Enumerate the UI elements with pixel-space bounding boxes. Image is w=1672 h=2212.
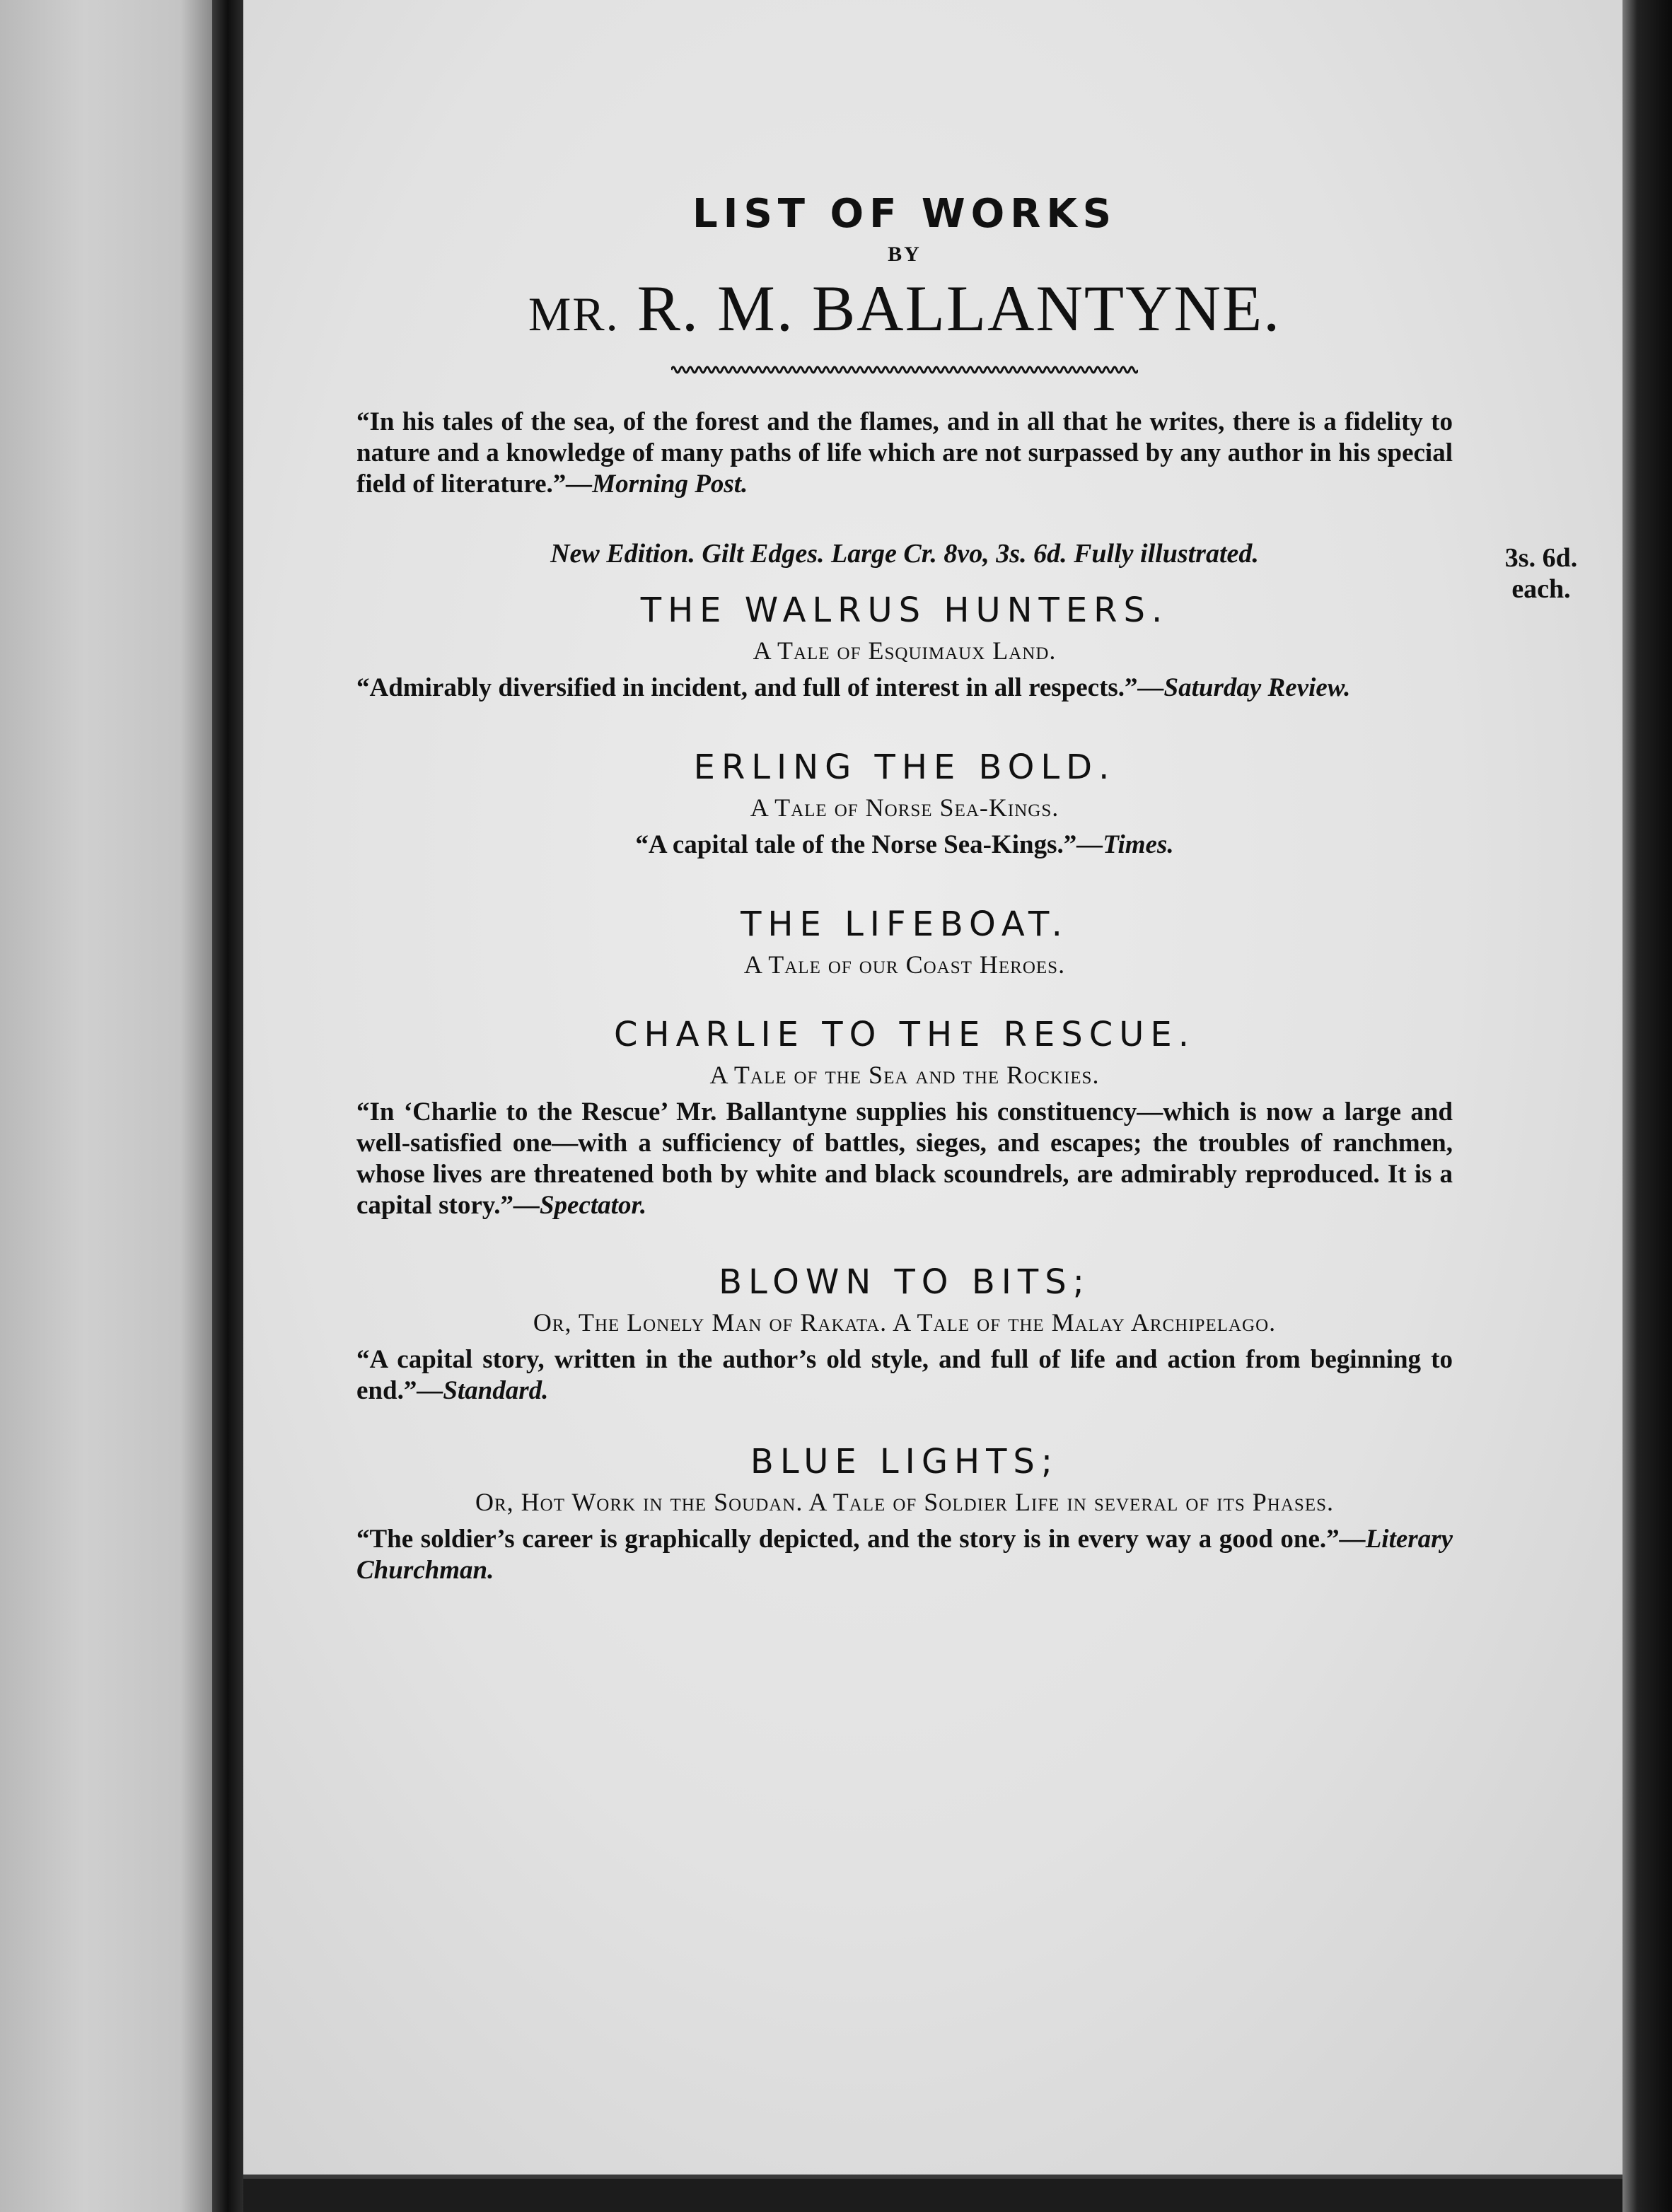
edition-row <box>356 538 1578 604</box>
author-full-name: R. M. BALLANTYNE. <box>637 272 1282 344</box>
book-title: BLUE LIGHTS; <box>750 1442 1059 1482</box>
book-subtitle: A Tale of the Sea and the Rockies. <box>709 1061 1100 1089</box>
review-source: —Literary Churchman. <box>356 1525 1453 1585</box>
book-review <box>356 1524 1453 1586</box>
book-entry <box>356 904 1453 979</box>
book-review <box>356 830 1453 861</box>
intro-quote-text: “In his tales of the sea, of the forest and the flames, and in all that he writes, there is a fidelity to nature and a knowledge of many paths of life which are not surpassed by any author in his special field of literature.” <box>356 407 1453 499</box>
page-header <box>356 191 1453 378</box>
book-title: CHARLIE TO THE RESCUE. <box>613 1015 1196 1054</box>
review-source: —Spectator. <box>513 1191 647 1220</box>
price-amount: 3s. 6d. <box>1504 543 1578 573</box>
book-entry <box>356 747 1453 861</box>
book-review <box>356 673 1453 704</box>
wavy-divider <box>671 361 1138 378</box>
review-text: “The soldier’s career is graphically depicted, and the story is in every way a good one.” <box>356 1525 1340 1554</box>
page-edge <box>1622 0 1672 2212</box>
book-entry <box>356 1015 1453 1221</box>
author-prefix: MR. <box>528 287 620 341</box>
book-subtitle: A Tale of Norse Sea-Kings. <box>750 793 1059 822</box>
list-heading: LIST OF WORKS <box>692 191 1117 237</box>
book-subtitle: A Tale of Esquimaux Land. <box>753 636 1057 665</box>
book-gutter <box>212 0 243 2212</box>
review-text: “A capital story, written in the author’s old style, and full of life and action from beginning to end.” <box>356 1345 1453 1405</box>
by-line: BY <box>888 243 922 266</box>
intro-quote-source: —Morning Post. <box>566 470 748 499</box>
book-title: THE WALRUS HUNTERS. <box>640 590 1169 630</box>
book-subtitle: A Tale of our Coast Heroes. <box>743 950 1066 979</box>
book-review <box>356 1097 1453 1221</box>
page-content <box>356 191 1578 1586</box>
price-note <box>1492 542 1591 605</box>
facing-page <box>0 0 212 2212</box>
book-page <box>243 0 1622 2179</box>
book-title: THE LIFEBOAT. <box>741 904 1069 944</box>
edition-line: New Edition. Gilt Edges. Large Cr. 8vo, 3s. 6d. Fully illustrated. <box>550 539 1259 569</box>
book-subtitle: Or, Hot Work in the Soudan. A Tale of Soldier Life in several of its Phases. <box>475 1488 1334 1516</box>
book-title: BLOWN TO BITS; <box>719 1262 1091 1302</box>
author-name <box>356 271 1453 346</box>
book-subtitle: Or, The Lonely Man of Rakata. A Tale of the Malay Archipelago. <box>533 1308 1277 1337</box>
review-text: “In ‘Charlie to the Rescue’ Mr. Ballantyne supplies his constituency—which is now a large and well-satisfied one—with a sufficiency of battles, sieges, and escapes; the troubles of ranchmen, whose lives are threatened both by white and black scoundrels, are admirably reproduced. It is a capital story.” <box>356 1098 1453 1220</box>
book-title: ERLING THE BOLD. <box>693 747 1116 787</box>
review-text: “A capital tale of the Norse Sea-Kings.” <box>635 830 1077 859</box>
review-source: —Standard. <box>417 1376 549 1405</box>
price-each: each. <box>1511 574 1571 604</box>
book-entry <box>356 1442 1453 1586</box>
book-entry <box>356 590 1453 704</box>
book-review <box>356 1344 1453 1407</box>
book-entry <box>356 1262 1453 1407</box>
review-text: “Admirably diversified in incident, and full of interest in all respects.” <box>356 673 1138 702</box>
book-list <box>356 590 1453 1586</box>
review-source: —Times. <box>1076 830 1174 859</box>
intro-quote <box>356 407 1453 500</box>
review-source: —Saturday Review. <box>1137 673 1351 702</box>
